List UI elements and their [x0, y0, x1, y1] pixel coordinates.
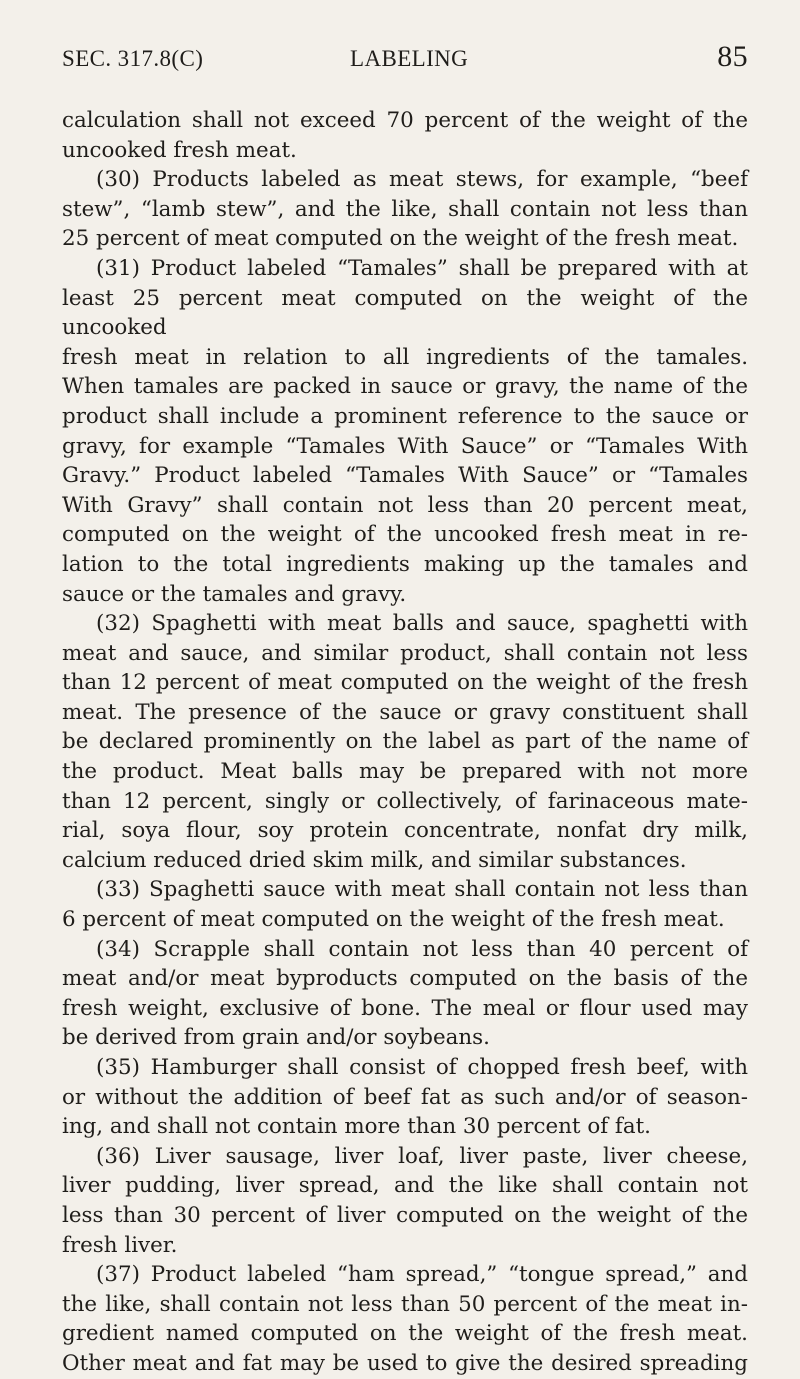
text-line: be declared prominently on the label as part of the name of	[62, 729, 748, 755]
text-line: gredient named computed on the weight of the fresh meat.	[62, 1321, 748, 1347]
text-line: fresh liver.	[62, 1232, 178, 1258]
section-number: SEC. 317.8(C)	[62, 46, 204, 71]
text-line: calcium reduced dried skim milk, and similar substances.	[62, 847, 687, 873]
text-line: (31) Product labeled “Tamales” shall be prepared with at	[96, 255, 748, 281]
text-line: (32) Spaghetti with meat balls and sauce, spaghetti with	[96, 611, 748, 637]
text-line: meat. The presence of the sauce or gravy constituent shall	[62, 699, 748, 725]
text-line: uncooked fresh meat.	[62, 137, 297, 163]
running-head	[62, 40, 748, 78]
text-line: least 25 percent meat computed on the weight of the uncooked	[62, 285, 748, 341]
text-line: lation to the total ingredients making up the tamales and	[62, 551, 748, 577]
text-line: fresh meat in relation to all ingredients of the tamales.	[62, 344, 748, 370]
text-line: than 12 percent of meat computed on the weight of the fresh	[62, 670, 748, 696]
text-line: meat and/or meat byproducts computed on the basis of the	[62, 966, 748, 992]
text-line: meat and sauce, and similar product, shall contain not less	[62, 640, 748, 666]
running-title: LABELING	[350, 46, 469, 71]
text-line: When tamales are packed in sauce or gravy, the name of the	[62, 374, 748, 400]
text-line: ing, and shall not contain more than 30 percent of fat.	[62, 1114, 651, 1140]
text-line: 25 percent of meat computed on the weight of the fresh meat.	[62, 226, 739, 252]
text-line: fresh weight, exclusive of bone. The meal or flour used may	[62, 995, 748, 1021]
text-line: (37) Product labeled “ham spread,” “tongue spread,” and	[96, 1262, 748, 1288]
text-line: sauce or the tamales and gravy.	[62, 581, 407, 607]
text-line: than 12 percent, singly or collectively, of farinaceous mate-	[62, 788, 748, 814]
text-line: (30) Products labeled as meat stews, for example, “beef	[96, 167, 748, 193]
text-line: liver pudding, liver spread, and the like shall contain not	[62, 1173, 748, 1199]
text-line: product shall include a prominent reference to the sauce or	[62, 403, 748, 429]
text-line: less than 30 percent of liver computed on the weight of the	[62, 1202, 748, 1228]
text-line: 6 percent of meat computed on the weight of the fresh meat.	[62, 907, 725, 933]
text-line: computed on the weight of the uncooked fresh meat in re-	[62, 522, 748, 548]
text-line: gravy, for example “Tamales With Sauce” or “Tamales With	[62, 433, 748, 459]
text-line: (33) Spaghetti sauce with meat shall contain not less than	[96, 877, 748, 903]
text-line: Other meat and fat may be used to give the desired spreading	[62, 1350, 748, 1376]
text-line: With Gravy” shall contain not less than 20 percent meat,	[62, 492, 748, 518]
text-line: stew”, “lamb stew”, and the like, shall contain not less than	[62, 196, 748, 222]
text-line: or without the addition of beef fat as such and/or of season-	[62, 1084, 748, 1110]
text-line: (35) Hamburger shall consist of chopped fresh beef, with	[96, 1055, 748, 1080]
text-line: be derived from grain and/or soybeans.	[62, 1025, 490, 1051]
text-line: (34) Scrapple shall contain not less than 40 percent of	[96, 936, 748, 962]
text-line: Gravy.” Product labeled “Tamales With Sauce” or “Tamales	[62, 463, 748, 489]
text-line: the product. Meat balls may be prepared with not more	[62, 759, 748, 785]
page-number: 85	[717, 40, 748, 73]
body-text	[62, 106, 748, 1379]
text-line: the like, shall contain not less than 50 percent of the meat in-	[62, 1291, 748, 1317]
text-line: rial, soya flour, soy protein concentrate, nonfat dry milk,	[62, 818, 748, 844]
text-line: calculation shall not exceed 70 percent of the weight of the	[62, 108, 748, 133]
text-line: (36) Liver sausage, liver loaf, liver paste, liver cheese,	[96, 1143, 748, 1169]
